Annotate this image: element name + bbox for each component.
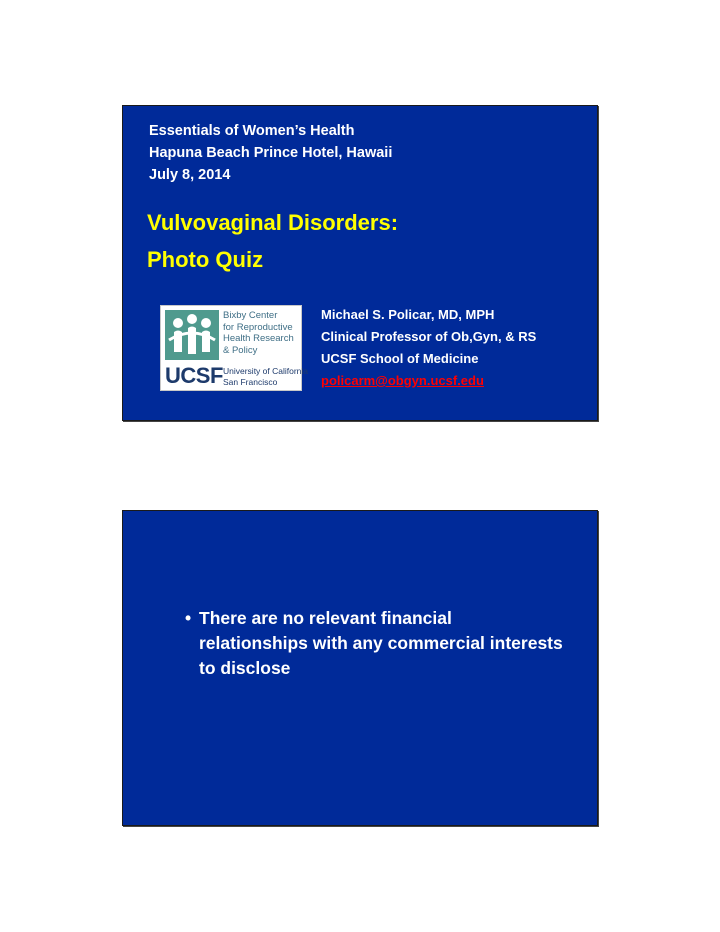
title-slide [122, 105, 598, 421]
author-email-link[interactable]: policarm@obgyn.ucsf.edu [321, 373, 484, 388]
author-name: Michael S. Policar, MD, MPH [321, 307, 495, 322]
slide-title-line-1: Vulvovaginal Disorders: [147, 210, 399, 235]
university-name [223, 366, 308, 387]
logo-line: & Policy [223, 344, 258, 356]
slide-title [147, 204, 398, 278]
author-institution: UCSF School of Medicine [321, 351, 479, 366]
logo-line: Health Research [223, 333, 294, 344]
event-venue: Hapuna Beach Prince Hotel, Hawaii [149, 145, 393, 161]
logo-line: Bixby Center [223, 310, 278, 321]
university-line: University of California [223, 366, 309, 376]
bixby-center-name [223, 310, 294, 356]
bixby-figures-icon [165, 310, 219, 360]
disclosure-text: There are no relevant financial relationships with any commercial interests to disclose [199, 608, 563, 678]
bullet-icon: • [185, 608, 192, 628]
event-date: July 8, 2014 [149, 167, 231, 183]
author-position: Clinical Professor of Ob,Gyn, & RS [321, 329, 537, 344]
disclosure-list [185, 606, 565, 681]
bixby-ucsf-logo [160, 305, 309, 391]
slide-title-line-2: Photo Quiz [147, 247, 264, 272]
event-info [149, 120, 392, 186]
list-item [185, 606, 565, 681]
disclosure-slide [122, 510, 598, 826]
university-line: San Francisco [223, 376, 278, 387]
ucsf-wordmark: UCSF [165, 363, 223, 388]
event-name: Essentials of Women’s Health [149, 123, 355, 139]
author-info [321, 304, 536, 392]
logo-line: for Reproductive [223, 321, 293, 333]
